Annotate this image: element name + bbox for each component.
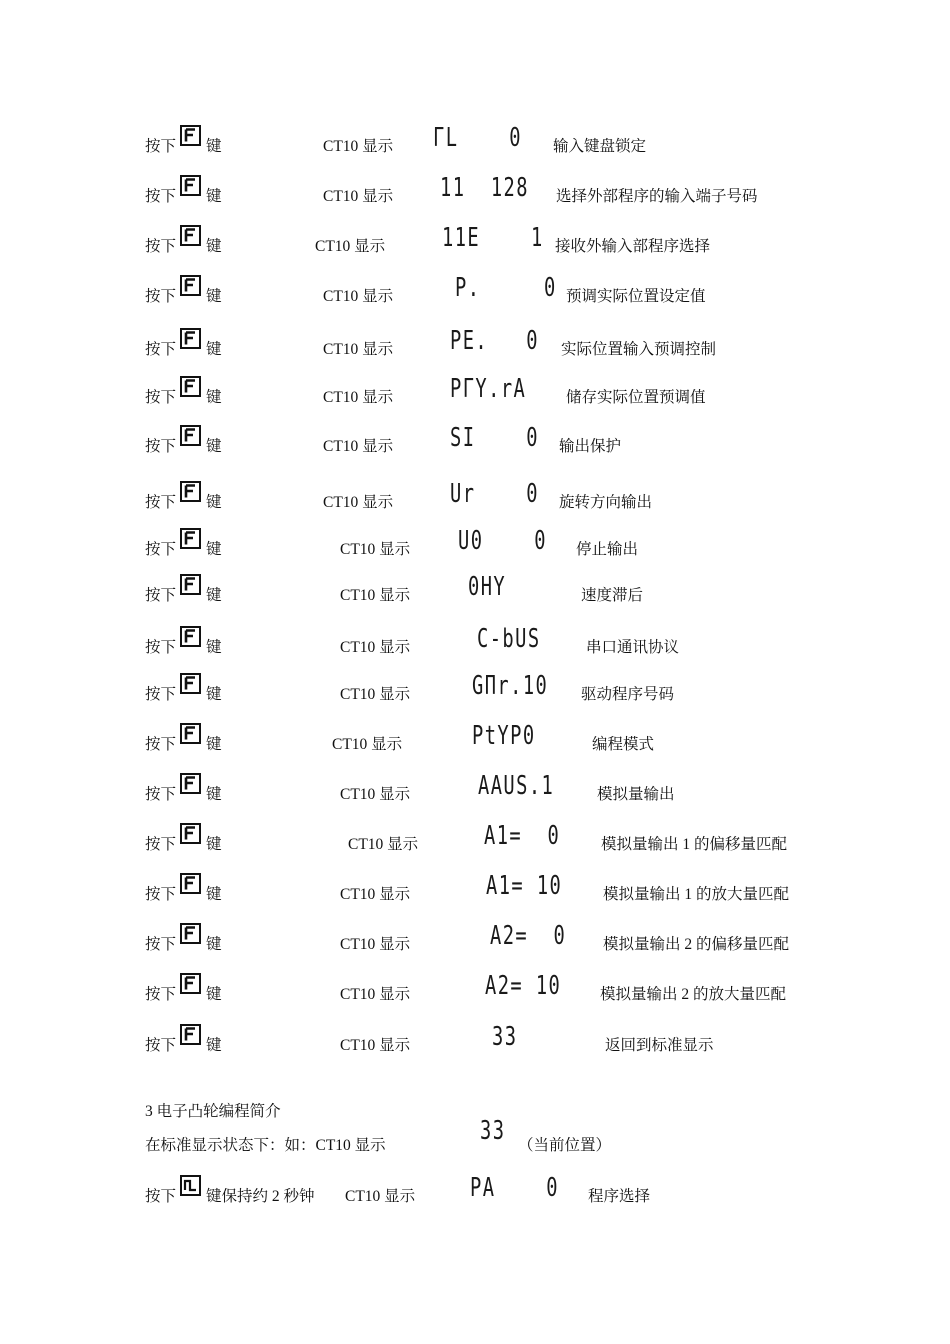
press-label: 按下: [145, 188, 177, 205]
program-select-row: [0, 1175, 950, 1205]
key-step-row: [0, 973, 950, 1003]
press-label: 按下: [145, 736, 177, 753]
press-label: 按下: [145, 288, 177, 305]
row-description: 编程模式: [592, 736, 655, 753]
ct-display-label: CT10 显示: [340, 686, 411, 703]
seven-seg-display: P. 0: [455, 273, 557, 303]
ct-display-label: CT10 显示: [340, 1037, 411, 1054]
row-description: 模拟量输出 2 的偏移量匹配: [603, 936, 790, 953]
seven-seg-display: GΠr.10: [472, 671, 549, 701]
ct-display-label: CT10 显示: [340, 886, 411, 903]
press-label: 按下: [145, 541, 177, 558]
pulse-key-icon: [180, 1175, 201, 1196]
seven-seg-display: Ur 0: [450, 479, 539, 509]
press-label: 按下: [145, 238, 177, 255]
press-label: 按下: [145, 587, 177, 604]
ct-display-label: CT10 显示: [323, 341, 394, 358]
f-key-icon: [180, 376, 201, 397]
key-label: 键: [206, 1037, 222, 1054]
seven-seg-display: PE. 0: [450, 326, 539, 356]
key-label: 键: [206, 494, 222, 511]
f-key-icon: [180, 574, 201, 595]
f-key-icon: [180, 923, 201, 944]
row-description: 模拟量输出 1 的偏移量匹配: [601, 836, 788, 853]
f-key-icon: [180, 873, 201, 894]
f-key-icon: [180, 328, 201, 349]
ct-display-label: CT10 显示: [315, 238, 386, 255]
row-description: 储存实际位置预调值: [566, 389, 706, 406]
seven-seg-display: PA 0: [470, 1173, 559, 1203]
key-label: 键: [206, 786, 222, 803]
key-step-row: [0, 773, 950, 803]
key-step-row: [0, 125, 950, 155]
key-label: 键: [206, 836, 222, 853]
f-key-icon: [180, 425, 201, 446]
press-label: 按下: [145, 639, 177, 656]
key-label: 键: [206, 238, 222, 255]
key-label: 键: [206, 389, 222, 406]
f-key-icon: [180, 225, 201, 246]
key-step-row: [0, 873, 950, 903]
f-key-icon: [180, 175, 201, 196]
key-step-row: [0, 328, 950, 358]
f-key-icon: [180, 823, 201, 844]
key-step-row: [0, 574, 950, 604]
seven-seg-display: AAUS.1: [478, 771, 555, 801]
key-step-row: [0, 376, 950, 406]
row-description: 实际位置输入预调控制: [561, 341, 717, 358]
key-step-row: [0, 425, 950, 455]
press-label: 按下: [145, 986, 177, 1003]
row-description: 模拟量输出 1 的放大量匹配: [603, 886, 790, 903]
press-label: 按下: [145, 438, 177, 455]
f-key-icon: [180, 626, 201, 647]
f-key-icon: [180, 673, 201, 694]
seven-seg-display: 0HY: [468, 572, 507, 602]
key-label: 键: [206, 886, 222, 903]
section-heading: 3 电子凸轮编程简介: [145, 1103, 281, 1120]
seven-seg-display: 33: [492, 1022, 518, 1052]
standard-display-note: （当前位置）: [518, 1137, 612, 1154]
key-step-row: [0, 225, 950, 255]
row-description: 模拟量输出 2 的放大量匹配: [600, 986, 787, 1003]
row-description: 停止输出: [576, 541, 639, 558]
standard-display-line: 在标准显示状态下：如：CT10 显示: [145, 1137, 386, 1154]
press-label: 按下: [145, 1188, 177, 1205]
ct-display-label: CT10 显示: [340, 587, 411, 604]
ct-display-label: CT10 显示: [323, 494, 394, 511]
row-description: 输入键盘锁定: [553, 138, 647, 155]
row-description: 返回到标准显示: [605, 1037, 714, 1054]
press-label: 按下: [145, 494, 177, 511]
seven-seg-display: A2= 0: [490, 921, 567, 951]
key-label: 键: [206, 587, 222, 604]
seven-seg-display: A1= 10: [486, 871, 563, 901]
ct-display-label: CT10 显示: [348, 836, 419, 853]
seven-seg-display: U0 0: [458, 526, 547, 556]
key-step-row: [0, 481, 950, 511]
seven-seg-display: 11 128: [440, 173, 529, 203]
f-key-icon: [180, 481, 201, 502]
seven-seg-display: SI 0: [450, 423, 539, 453]
press-label: 按下: [145, 786, 177, 803]
row-description: 串口通讯协议: [586, 639, 680, 656]
key-label: 键: [206, 936, 222, 953]
row-description: 模拟量输出: [597, 786, 675, 803]
ct-display-label: CT10 显示: [332, 736, 403, 753]
ct-display-label: CT10 显示: [340, 936, 411, 953]
f-key-icon: [180, 1024, 201, 1045]
f-key-icon: [180, 723, 201, 744]
key-label: 键: [206, 188, 222, 205]
key-step-row: [0, 175, 950, 205]
standard-display-value: 33: [480, 1116, 506, 1146]
f-key-icon: [180, 275, 201, 296]
key-step-row: [0, 626, 950, 656]
row-description: 旋转方向输出: [559, 494, 653, 511]
key-label: 键: [206, 288, 222, 305]
row-description: 速度滞后: [581, 587, 644, 604]
press-label: 按下: [145, 389, 177, 406]
key-step-row: [0, 1024, 950, 1054]
row-description: 接收外输入部程序选择: [555, 238, 711, 255]
key-step-row: [0, 823, 950, 853]
ct-display-label: CT10 显示: [323, 188, 394, 205]
ct-display-label: CT10 显示: [323, 438, 394, 455]
key-label: 键: [206, 736, 222, 753]
row-description: 程序选择: [588, 1188, 651, 1205]
key-step-row: [0, 275, 950, 305]
key-step-row: [0, 673, 950, 703]
row-description: 预调实际位置设定值: [566, 288, 706, 305]
seven-seg-display: A2= 10: [485, 971, 562, 1001]
f-key-icon: [180, 125, 201, 146]
ct-display-label: CT10 显示: [323, 138, 394, 155]
key-label: 键: [206, 138, 222, 155]
press-label: 按下: [145, 1037, 177, 1054]
seven-seg-display: PtYP0: [472, 721, 536, 751]
row-description: 输出保护: [559, 438, 622, 455]
seven-seg-display: C-bUS: [477, 624, 541, 654]
ct-display-label: CT10 显示: [340, 639, 411, 656]
press-label: 按下: [145, 836, 177, 853]
row-description: 驱动程序号码: [581, 686, 675, 703]
key-label: 键: [206, 541, 222, 558]
seven-seg-display: PΓY.rA: [450, 374, 527, 404]
press-label: 按下: [145, 341, 177, 358]
f-key-icon: [180, 528, 201, 549]
key-step-row: [0, 528, 950, 558]
ct-display-label: CT10 显示: [323, 389, 394, 406]
key-label: 键: [206, 438, 222, 455]
key-step-row: [0, 723, 950, 753]
ct-display-label: CT10 显示: [340, 786, 411, 803]
press-label: 按下: [145, 936, 177, 953]
seven-seg-display: 11E 1: [442, 223, 544, 253]
f-key-icon: [180, 973, 201, 994]
f-key-icon: [180, 773, 201, 794]
hold-instruction: 键保持约 2 秒钟: [206, 1188, 315, 1205]
press-label: 按下: [145, 138, 177, 155]
press-label: 按下: [145, 686, 177, 703]
ct-display-label: CT10 显示: [345, 1188, 416, 1205]
row-description: 选择外部程序的输入端子号码: [556, 188, 758, 205]
seven-seg-display: ΓL 0: [433, 123, 522, 153]
seven-seg-display: A1= 0: [484, 821, 561, 851]
key-label: 键: [206, 341, 222, 358]
key-label: 键: [206, 639, 222, 656]
key-label: 键: [206, 986, 222, 1003]
key-step-row: [0, 923, 950, 953]
ct-display-label: CT10 显示: [340, 986, 411, 1003]
ct-display-label: CT10 显示: [340, 541, 411, 558]
key-label: 键: [206, 686, 222, 703]
ct-display-label: CT10 显示: [323, 288, 394, 305]
press-label: 按下: [145, 886, 177, 903]
